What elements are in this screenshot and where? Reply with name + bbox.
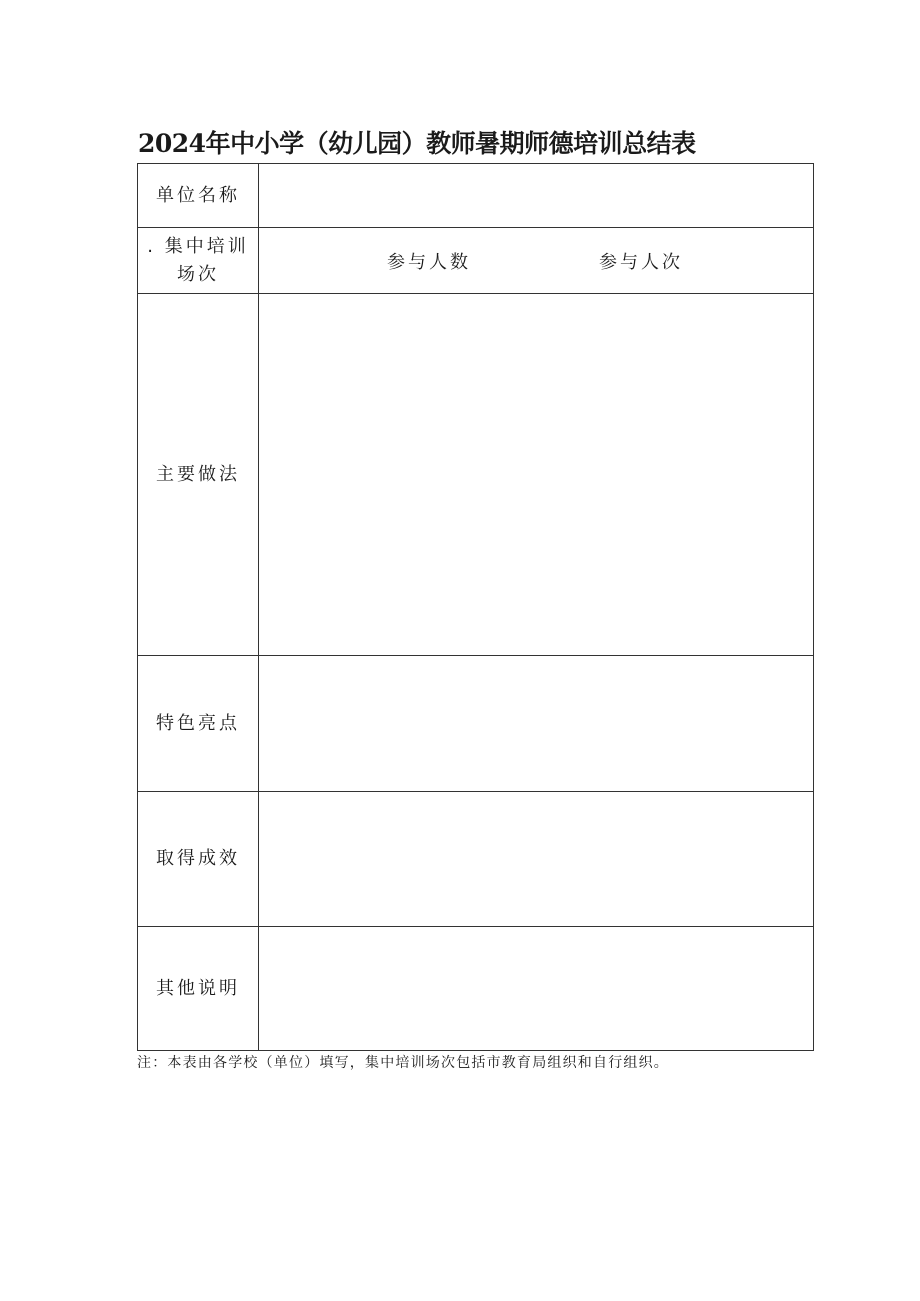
row-achievements — [138, 792, 814, 927]
other-notes-label: 其他说明 — [138, 927, 259, 1051]
row-other-notes — [138, 927, 814, 1051]
participants-label: 参与人数 — [387, 251, 471, 273]
training-sessions-label: . 集中培训场次 — [138, 228, 259, 294]
row-training-sessions — [138, 228, 814, 294]
unit-name-label: 单位名称 — [138, 164, 259, 228]
main-practices-field[interactable] — [259, 294, 814, 656]
achievements-label: 取得成效 — [138, 792, 259, 927]
unit-name-field[interactable] — [259, 164, 814, 228]
attendance-label: 参与人次 — [599, 251, 683, 273]
highlights-field[interactable] — [259, 656, 814, 792]
highlights-label: 特色亮点 — [138, 656, 259, 792]
other-notes-field[interactable] — [259, 927, 814, 1051]
row-unit-name — [138, 164, 814, 228]
training-sessions-field[interactable] — [259, 228, 814, 294]
count-labels — [259, 248, 813, 274]
form-title: 2024年中小学（幼儿园）教师暑期师德培训总结表 — [138, 129, 696, 158]
row-main-practices — [138, 294, 814, 656]
footnote: 注：本表由各学校（单位）填写，集中培训场次包括市教育局组织和自行组织。 — [137, 1055, 669, 1071]
summary-form-table — [137, 163, 814, 1051]
main-practices-label: 主要做法 — [138, 294, 259, 656]
achievements-field[interactable] — [259, 792, 814, 927]
row-highlights — [138, 656, 814, 792]
